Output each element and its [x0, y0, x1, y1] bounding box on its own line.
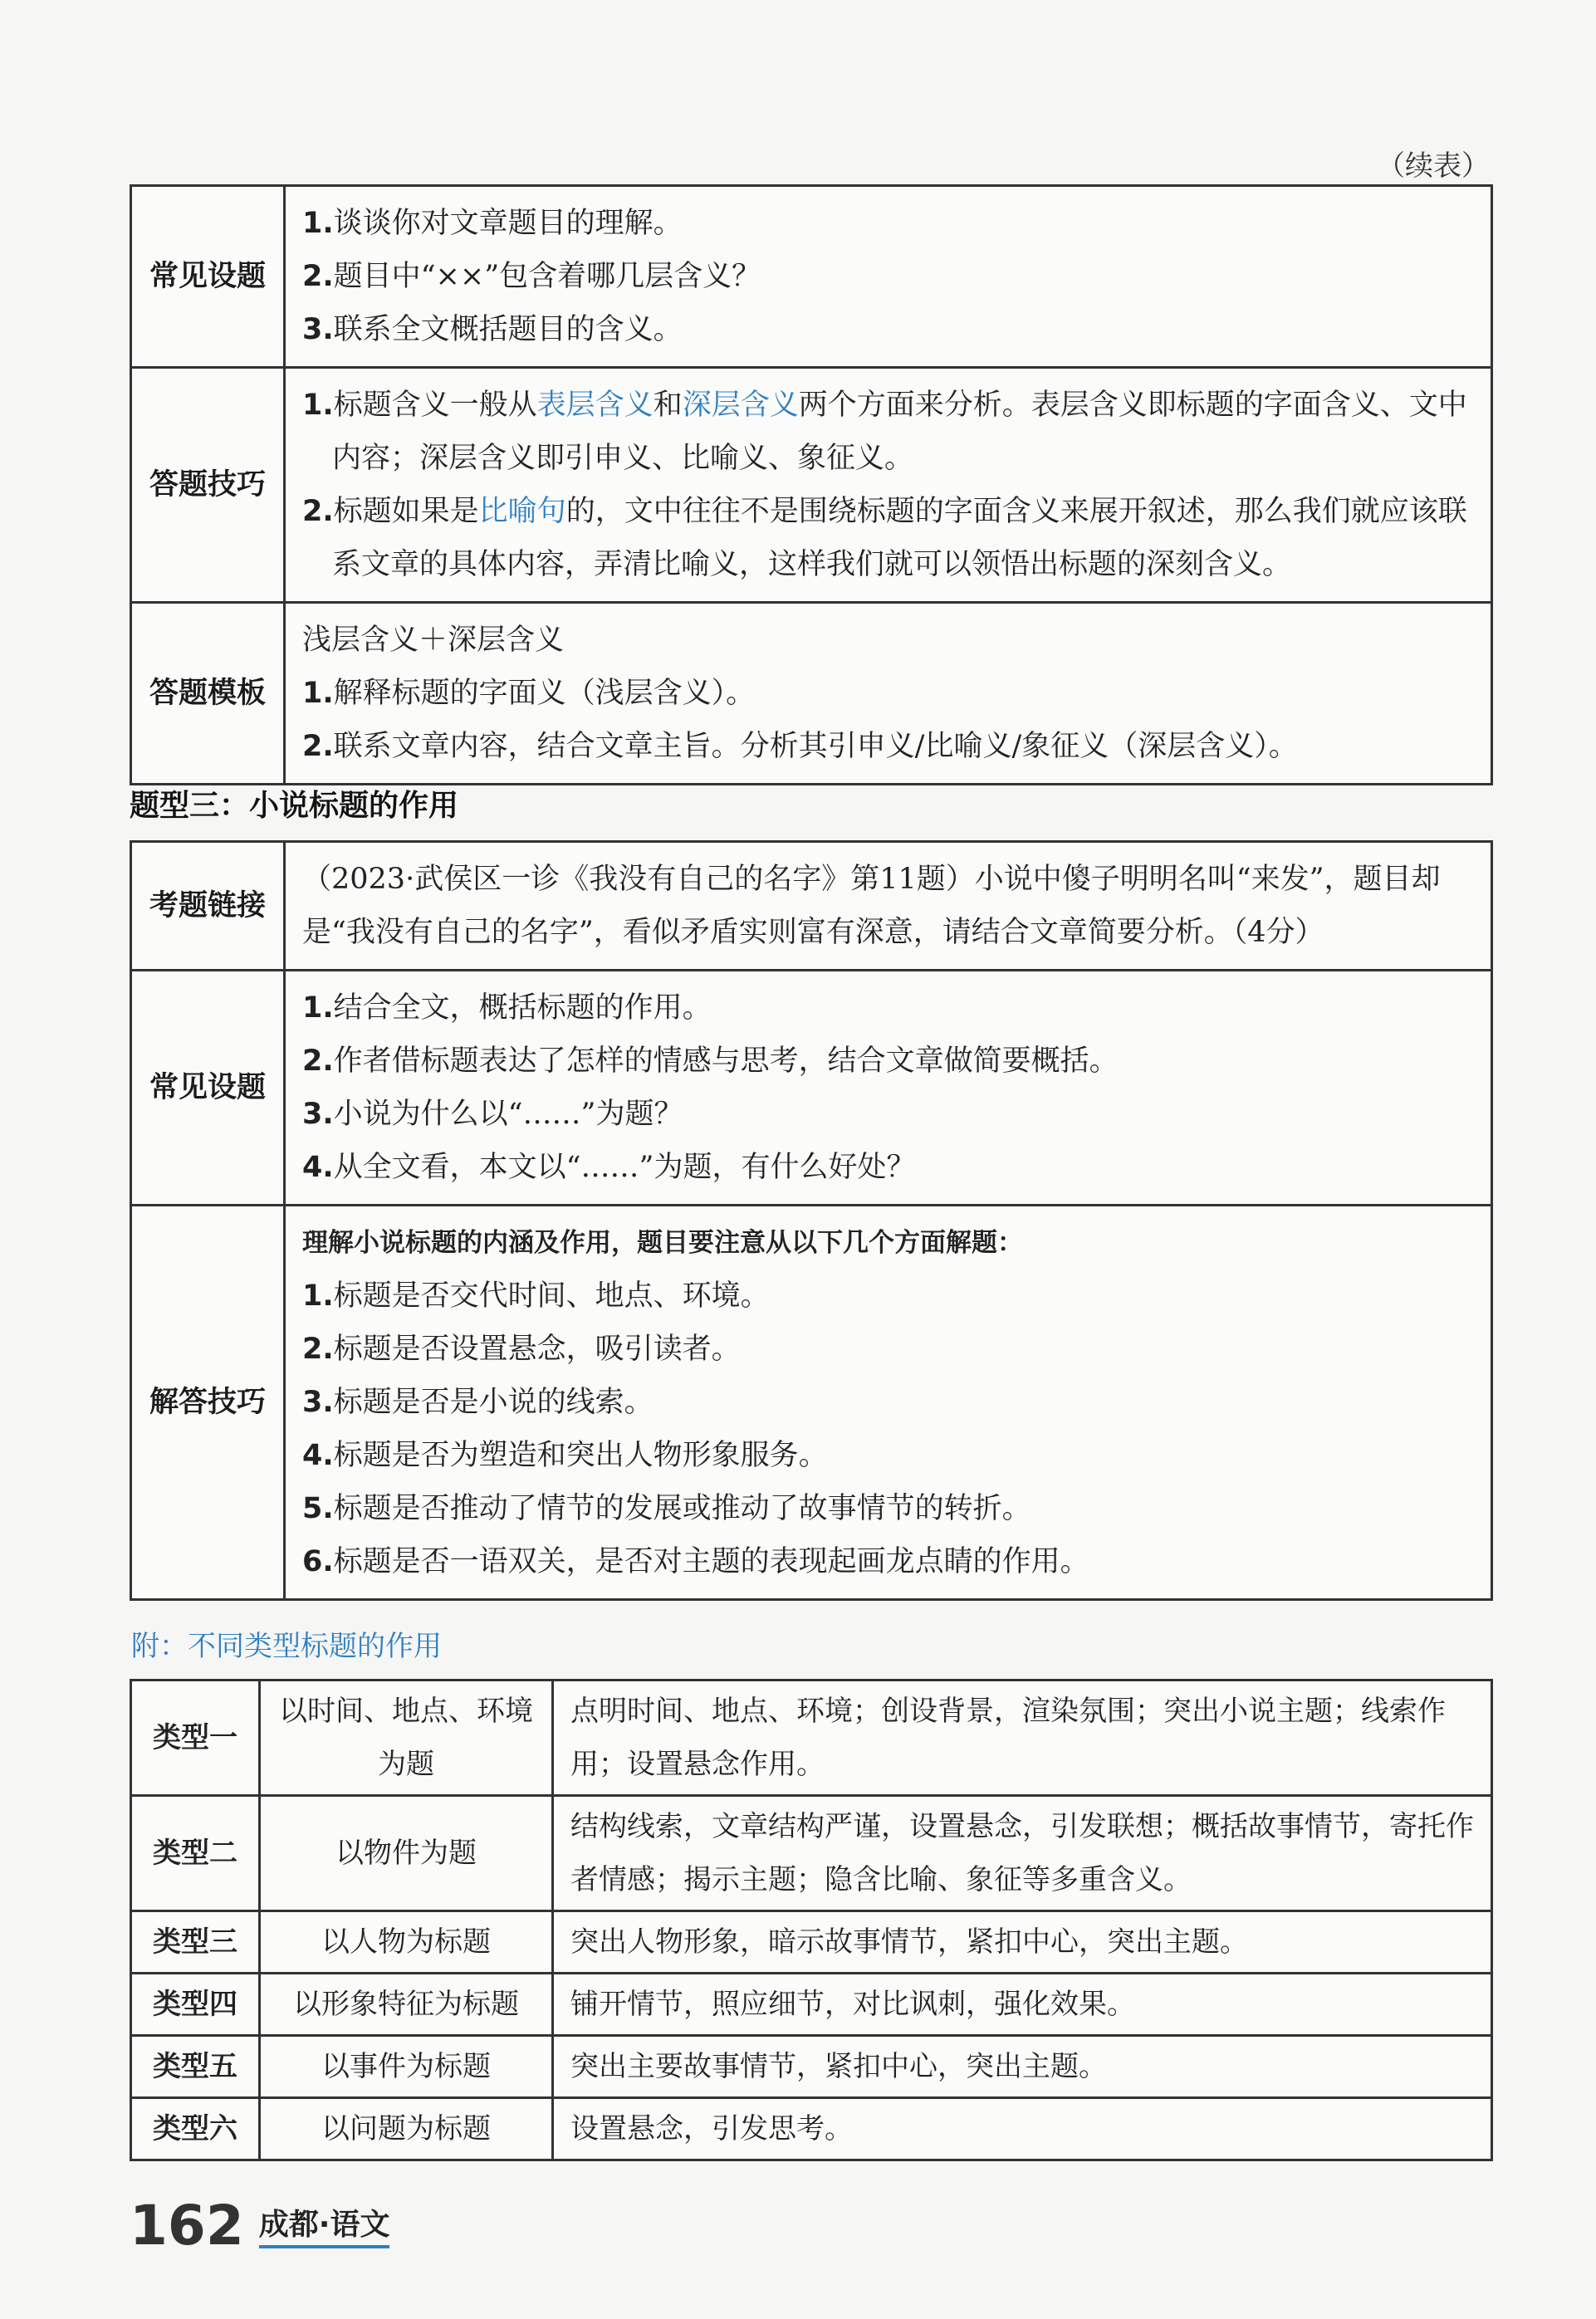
table-row — [131, 1911, 1492, 1974]
list-item: 1.结合全文，概括标题的作用。 — [302, 991, 712, 1025]
type-description: 突出人物形象，暗示故事情节，紧扣中心，突出主题。 — [553, 1911, 1492, 1974]
table-row — [131, 1974, 1492, 2036]
table-row — [131, 1796, 1492, 1911]
highlight-term: 比喻句 — [478, 495, 566, 528]
list-item: 3.小说为什么以“……”为题？ — [302, 1098, 683, 1131]
section-heading: 题型三：小说标题的作用 — [130, 789, 459, 823]
type-label: 类型一 — [131, 1681, 260, 1796]
list-item: 2.标题是否设置悬念，吸引读者。 — [302, 1333, 741, 1366]
type-description: 突出主要故事情节，紧扣中心，突出主题。 — [553, 2036, 1492, 2098]
table-row — [131, 1681, 1492, 1796]
common-questions-content — [285, 186, 1492, 368]
row-label-template: 答题模板 — [131, 603, 285, 785]
table-row — [131, 186, 1492, 368]
title-meaning-table — [130, 184, 1493, 785]
row-label-common-questions: 常见设题 — [131, 186, 285, 368]
book-title: 成都·语文 — [259, 2201, 390, 2248]
list-item: 1.谈谈你对文章题目的理解。 — [302, 207, 683, 240]
list-item: 2.题目中“××”包含着哪几层含义？ — [302, 260, 761, 293]
list-item: 2.标题如果是比喻句的，文中往往不是围绕标题的字面含义来展开叙述，那么我们就应该联系文章的具体内容，弄清比喻义，这样我们就可以领悟出标题的深刻含义。 — [302, 495, 1467, 581]
type-description: 结构线索，文章结构严谨，设置悬念，引发联想；概括故事情节，寄托作者情感；揭示主题；隐含比喻、象征等多重含义。 — [553, 1796, 1492, 1911]
list-item: 2.作者借标题表达了怎样的情感与思考，结合文章做简要概括。 — [302, 1045, 1119, 1078]
table-row — [131, 2036, 1492, 2098]
list-item: 5.标题是否推动了情节的发展或推动了故事情节的转折。 — [302, 1492, 1031, 1525]
table-row — [131, 971, 1492, 1206]
row-label-exam-link: 考题链接 — [131, 842, 285, 971]
list-item: 4.从全文看，本文以“……”为题，有什么好处？ — [302, 1151, 916, 1184]
continued-label: （续表） — [1377, 149, 1490, 183]
appendix-heading: 附：不同类型标题的作用 — [131, 1630, 442, 1663]
page-footer — [130, 2194, 390, 2258]
list-item: 1.标题是否交代时间、地点、环境。 — [302, 1279, 770, 1313]
novel-title-function-table — [130, 840, 1493, 1601]
list-item: 4.标题是否为塑造和突出人物形象服务。 — [302, 1439, 828, 1472]
highlight-term: 表层含义 — [536, 389, 654, 422]
table-row — [131, 2098, 1492, 2160]
type-label: 类型四 — [131, 1974, 260, 2036]
title-types-table — [130, 1679, 1493, 2161]
template-intro: 浅层含义＋深层含义 — [302, 624, 565, 657]
list-item: 1.标题含义一般从表层含义和深层含义两个方面来分析。表层含义即标题的字面含义、文中内容；深层含义即引申义、比喻义、象征义。 — [302, 389, 1467, 475]
type-label: 类型六 — [131, 2098, 260, 2160]
template-content — [285, 603, 1492, 785]
type-name: 以物件为题 — [260, 1796, 553, 1911]
table-row — [131, 603, 1492, 785]
answer-techniques-content — [285, 1206, 1492, 1600]
list-item: 3.标题是否是小说的线索。 — [302, 1386, 654, 1419]
type-description: 点明时间、地点、环境；创设背景，渲染氛围；突出小说主题；线索作用；设置悬念作用。 — [553, 1681, 1492, 1796]
type-name: 以事件为标题 — [260, 2036, 553, 2098]
type-label: 类型五 — [131, 2036, 260, 2098]
table-row — [131, 368, 1492, 603]
page-number: 162 — [130, 2194, 244, 2258]
techniques-lead: 理解小说标题的内涵及作用，题目要注意从以下几个方面解题： — [302, 1228, 1023, 1258]
list-item: 6.标题是否一语双关，是否对主题的表现起画龙点睛的作用。 — [302, 1545, 1089, 1578]
techniques-content — [285, 368, 1492, 603]
table-row — [131, 1206, 1492, 1600]
common-questions-content — [285, 971, 1492, 1206]
highlight-term: 深层含义 — [682, 389, 799, 422]
row-label-common-questions: 常见设题 — [131, 971, 285, 1206]
exam-link-content: （2023·武侯区一诊《我没有自己的名字》第11题）小说中傻子明明名叫“来发”，题目却是“我没有自己的名字”，看似矛盾实则富有深意，请结合文章简要分析。（4分） — [285, 842, 1492, 971]
list-item: 2.联系文章内容，结合文章主旨。分析其引申义/比喻义/象征义（深层含义）。 — [302, 730, 1298, 763]
type-label: 类型二 — [131, 1796, 260, 1911]
type-description: 设置悬念，引发思考。 — [553, 2098, 1492, 2160]
row-label-techniques: 答题技巧 — [131, 368, 285, 603]
table-row — [131, 842, 1492, 971]
type-label: 类型三 — [131, 1911, 260, 1974]
type-description: 铺开情节，照应细节，对比讽刺，强化效果。 — [553, 1974, 1492, 2036]
list-item: 3.联系全文概括题目的含义。 — [302, 313, 683, 346]
row-label-answer-techniques: 解答技巧 — [131, 1206, 285, 1600]
type-name: 以问题为标题 — [260, 2098, 553, 2160]
type-name: 以形象特征为标题 — [260, 1974, 553, 2036]
type-name: 以时间、地点、环境为题 — [260, 1681, 553, 1796]
type-name: 以人物为标题 — [260, 1911, 553, 1974]
list-item: 1.解释标题的字面义（浅层含义）。 — [302, 677, 756, 710]
